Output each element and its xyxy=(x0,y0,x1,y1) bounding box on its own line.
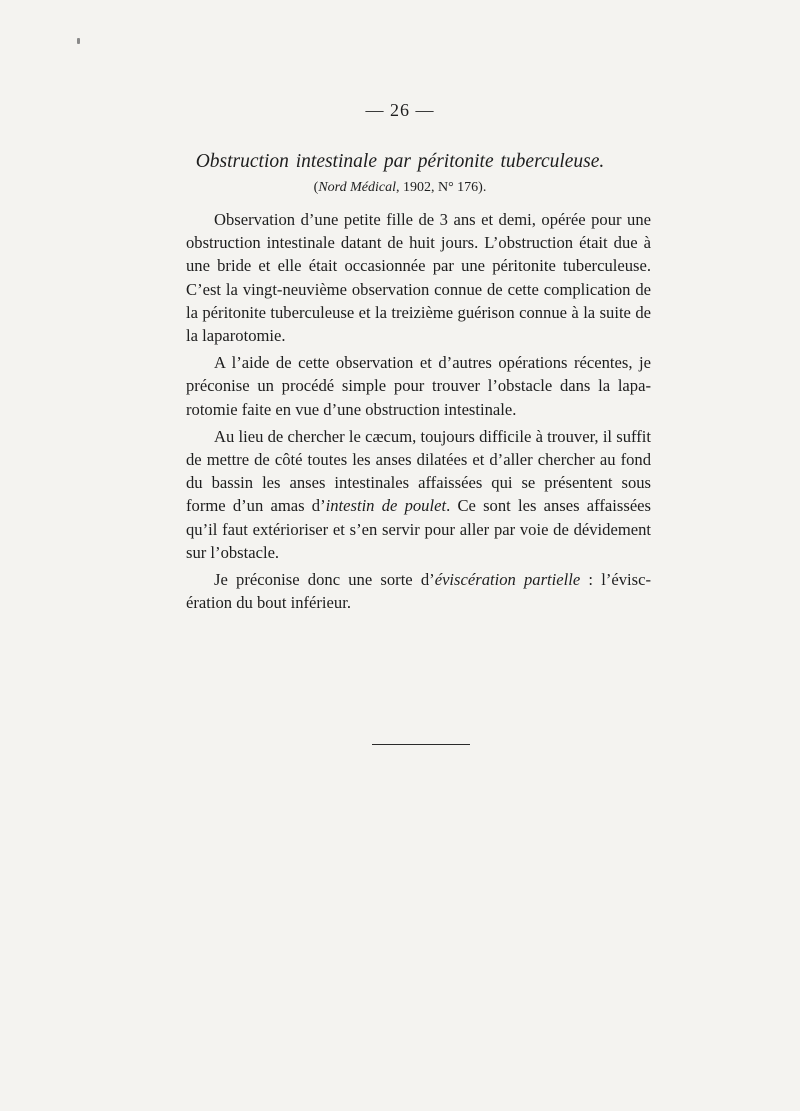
end-rule xyxy=(372,744,470,745)
paragraph-4 xyxy=(186,568,651,614)
paragraph-3-text-a: Au lieu de chercher le cæcum, toujours difficile à trouver, il suffit de mettre de côté toutes les anses dilatées et d’aller chercher au fond du bassin les anses intestinales affaissées qui se présentent sous forme d’un amas d’ xyxy=(186,426,651,516)
paragraph-3 xyxy=(186,425,651,564)
paragraph-3-emphasis: intestin de poulet xyxy=(325,496,447,516)
ink-speck xyxy=(77,38,80,44)
citation-open: ( xyxy=(313,180,319,195)
paragraph-4-emphasis: éviscération partielle xyxy=(434,570,581,590)
citation-details: , 1902, N° 176). xyxy=(395,180,487,195)
paragraph-3-text-b: . Ce sont les anses affaissées qu’il faut extérioriser et s’en servir pour aller par voie de dévidement sur l’obstacle. xyxy=(186,496,652,562)
citation-publication: Nord Médical xyxy=(318,180,396,195)
paragraph-4-text-b: : l’éviscération du bout inférieur. xyxy=(186,570,652,613)
section-title: Obstruction intestinale par péritonite tuberculeuse. xyxy=(195,151,605,172)
body-text xyxy=(186,208,651,618)
paragraph-1: Observation d’une petite fille de 3 ans et demi, opérée pour une obstruction intestinale datant de huit jours. L’obstruction était due à une bride et elle était occasionnée par une péritonite tuberculeuse. C’est la vingt-neuvième observation connue de cette complication de la péritonite tuberculeuse et la treizième guérison connue à la suite de la laparotomie. xyxy=(186,210,651,346)
paragraph-2: A l’aide de cette observation et d’autres opérations récentes, je préconise un procédé simple pour trouver l’obstacle dans la laparotomie faite en vue d’une obstruction intestinale. xyxy=(186,353,651,419)
paragraph-4-text-a: Je préconise donc une sorte d’ xyxy=(214,570,435,590)
source-citation xyxy=(0,180,800,196)
page-number: — 26 — xyxy=(365,100,435,120)
